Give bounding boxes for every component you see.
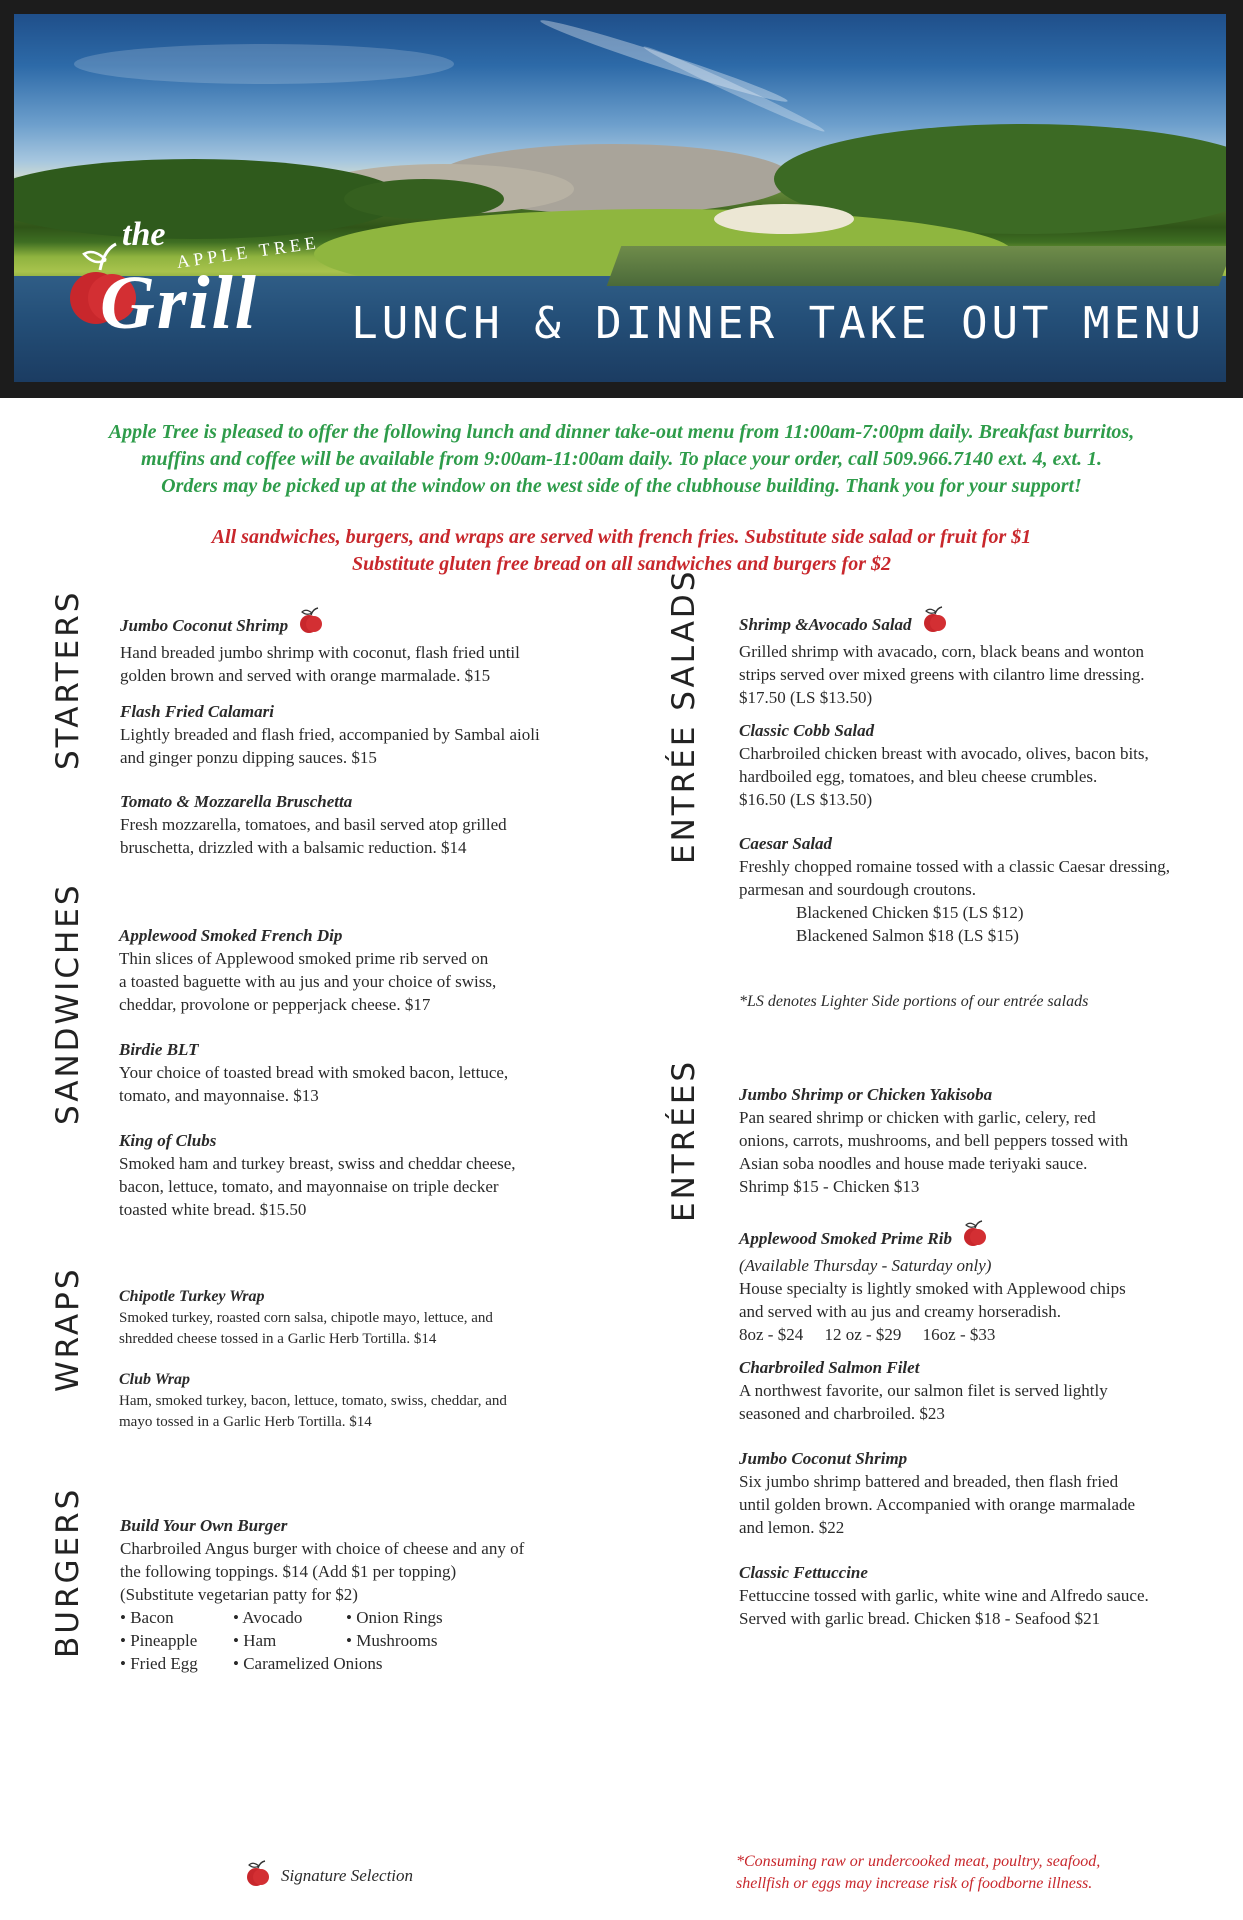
signature-legend: Signature Selection <box>281 1866 414 1885</box>
side-note-line: Substitute gluten free bread on all sandwiches and burgers for $2 <box>352 553 891 575</box>
item-name: Classic Fettuccine <box>739 1563 868 1582</box>
section-burgers: BURGERS <box>50 1486 86 1658</box>
item-desc: mayo tossed in a Garlic Herb Tortilla. $14 <box>119 1414 372 1430</box>
item-desc: and lemon. $22 <box>739 1518 845 1537</box>
warning-line: shellfish or eggs may increase risk of foodborne illness. <box>736 1875 1093 1892</box>
section-starters: STARTERS <box>50 589 86 770</box>
item-desc: a toasted baguette with au jus and your choice of swiss, <box>119 972 497 991</box>
item-desc: Charbroiled chicken breast with avocado, olives, bacon bits, <box>739 744 1149 763</box>
section-wraps: WRAPS <box>50 1266 86 1392</box>
intro-line: muffins and coffee will be available from 9:00am-11:00am daily. To place your order, call 509.966.7140 ext. 4, ext. 1. <box>140 448 1103 470</box>
item-desc: until golden brown. Accompanied with orange marmalade <box>739 1495 1136 1514</box>
item-desc: seasoned and charbroiled. $23 <box>739 1404 945 1423</box>
item-name: Flash Fried Calamari <box>120 702 274 721</box>
topping: • Avocado <box>233 1608 303 1627</box>
item-desc: 8oz - $24 12 oz - $29 16oz - $33 <box>739 1325 996 1344</box>
item-desc: Shrimp $15 - Chicken $13 <box>739 1177 920 1196</box>
item-desc: parmesan and sourdough croutons. <box>739 880 977 899</box>
logo-grill: Grill <box>100 261 258 345</box>
item-desc: $16.50 (LS $13.50) <box>739 790 873 809</box>
section-entrees: ENTRÉES <box>666 1058 702 1222</box>
item-desc: A northwest favorite, our salmon filet is served lightly <box>739 1381 1108 1400</box>
item-desc: Ham, smoked turkey, bacon, lettuce, tomato, swiss, cheddar, and <box>119 1393 507 1409</box>
side-note-line: All sandwiches, burgers, and wraps are served with french fries. Substitute side salad or fruit for $1 <box>211 526 1032 548</box>
apple-icon <box>298 607 324 641</box>
menu-item <box>739 719 1219 811</box>
item-name: Charbroiled Salmon Filet <box>739 1358 920 1377</box>
intro-text <box>40 419 1203 500</box>
item-desc: $17.50 (LS $13.50) <box>739 688 873 707</box>
item-desc: bruschetta, drizzled with a balsamic reduction. $14 <box>120 838 467 857</box>
item-desc: Charbroiled Angus burger with choice of cheese and any of <box>120 1539 525 1558</box>
apple-tree-grill-logo <box>64 216 354 360</box>
item-desc: and served with au jus and creamy horseradish. <box>739 1302 1061 1321</box>
item-desc: Blackened Chicken $15 (LS $12) <box>796 903 1024 922</box>
item-desc: Asian soba noodles and house made teriyaki sauce. <box>739 1154 1088 1173</box>
item-name: Jumbo Shrimp or Chicken Yakisoba <box>739 1085 993 1104</box>
item-desc: onions, carrots, mushrooms, and bell peppers tossed with <box>739 1131 1129 1150</box>
item-desc: hardboiled egg, tomatoes, and bleu cheese crumbles. <box>739 767 1098 786</box>
item-desc: cheddar, provolone or pepperjack cheese. $17 <box>119 995 431 1014</box>
menu-item <box>120 790 600 859</box>
item-name: Classic Cobb Salad <box>739 721 875 740</box>
item-desc: Freshly chopped romaine tossed with a classic Caesar dressing, <box>739 857 1171 876</box>
menu-item <box>119 1038 599 1107</box>
item-desc: Six jumbo shrimp battered and breaded, then flash fried <box>739 1472 1119 1491</box>
item-desc: Fettuccine tossed with garlic, white wine and Alfredo sauce. <box>739 1586 1149 1605</box>
item-desc: (Substitute vegetarian patty for $2) <box>120 1585 358 1604</box>
menu-item <box>120 1514 620 1675</box>
item-name: Applewood Smoked Prime Rib <box>739 1229 952 1248</box>
warning-line: *Consuming raw or undercooked meat, poultry, seafood, <box>736 1853 1101 1870</box>
section-sandwiches: SANDWICHES <box>50 882 86 1125</box>
topping: • Pineapple <box>120 1631 198 1650</box>
item-desc: toasted white bread. $15.50 <box>119 1200 307 1219</box>
item-desc: Thin slices of Applewood smoked prime rib served on <box>119 949 489 968</box>
item-desc: Your choice of toasted bread with smoked bacon, lettuce, <box>119 1063 509 1082</box>
item-name: Shrimp &Avocado Salad <box>739 615 912 634</box>
item-desc: Hand breaded jumbo shrimp with coconut, flash fried until <box>120 643 520 662</box>
topping: • Mushrooms <box>346 1631 438 1650</box>
menu-item <box>119 1129 599 1221</box>
item-desc: Blackened Salmon $18 (LS $15) <box>796 926 1019 945</box>
intro-line: Orders may be picked up at the window on the west side of the clubhouse building. Thank you for your support! <box>161 475 1082 497</box>
ls-note: *LS denotes Lighter Side portions of our entrée salads <box>739 993 1089 1010</box>
topping: • Bacon <box>120 1608 174 1627</box>
menu-item <box>120 700 600 769</box>
item-desc: the following toppings. $14 (Add $1 per topping) <box>120 1562 457 1581</box>
apple-icon <box>245 1860 271 1893</box>
item-desc: shredded cheese tossed in a Garlic Herb Tortilla. $14 <box>119 1331 437 1347</box>
item-desc: Grilled shrimp with avacado, corn, black beans and wonton <box>739 642 1145 661</box>
item-desc: Pan seared shrimp or chicken with garlic, celery, red <box>739 1108 1096 1127</box>
header-banner <box>0 0 1243 398</box>
menu-item <box>739 1356 1219 1425</box>
topping: • Onion Rings <box>346 1608 443 1627</box>
item-desc: strips served over mixed greens with cilantro lime dressing. <box>739 665 1145 684</box>
menu-item <box>119 1285 619 1350</box>
consumption-warning <box>736 1851 1156 1895</box>
side-note <box>40 524 1203 578</box>
menu-item <box>739 606 1219 709</box>
menu-item <box>739 1220 1219 1346</box>
item-name: Chipotle Turkey Wrap <box>119 1288 265 1305</box>
menu-item <box>119 924 599 1016</box>
item-name: Applewood Smoked French Dip <box>119 926 343 945</box>
topping: • Caramelized Onions <box>233 1654 383 1673</box>
logo-apple-tree: APPLE TREE <box>175 232 321 272</box>
item-availability: (Available Thursday - Saturday only) <box>739 1256 992 1275</box>
item-desc: bacon, lettuce, tomato, and mayonnaise on triple decker <box>119 1177 499 1196</box>
item-name: Tomato & Mozzarella Bruschetta <box>120 792 353 811</box>
intro-line: Apple Tree is pleased to offer the following lunch and dinner take-out menu from 11:00am-7:00pm daily. Breakfast burritos, <box>108 421 1135 443</box>
item-desc: tomato, and mayonnaise. $13 <box>119 1086 319 1105</box>
item-desc: Fresh mozzarella, tomatoes, and basil served atop grilled <box>120 815 507 834</box>
item-name: King of Clubs <box>119 1131 217 1150</box>
menu-item <box>119 1368 619 1433</box>
topping: • Ham <box>233 1631 277 1650</box>
item-name: Caesar Salad <box>739 834 833 853</box>
item-desc: Smoked ham and turkey breast, swiss and cheddar cheese, <box>119 1154 516 1173</box>
item-desc: golden brown and served with orange marmalade. $15 <box>120 666 491 685</box>
item-name: Birdie BLT <box>119 1040 199 1059</box>
apple-icon <box>922 606 948 640</box>
menu-item <box>739 1447 1219 1539</box>
section-entree-salads: ENTRÉE SALADS <box>666 568 702 864</box>
menu-item <box>120 607 580 687</box>
item-name: Jumbo Coconut Shrimp <box>739 1449 908 1468</box>
logo-the: the <box>122 216 166 253</box>
item-desc: Lightly breaded and flash fried, accompanied by Sambal aioli <box>120 725 540 744</box>
item-desc: and ginger ponzu dipping sauces. $15 <box>120 748 377 767</box>
toppings-list <box>120 1606 620 1675</box>
item-name: Jumbo Coconut Shrimp <box>120 616 289 635</box>
item-desc: Served with garlic bread. Chicken $18 - Seafood $21 <box>739 1609 1101 1628</box>
menu-item <box>739 1083 1219 1198</box>
item-name: Build Your Own Burger <box>120 1516 288 1535</box>
topping: • Fried Egg <box>120 1654 198 1673</box>
menu-title: LUNCH & DINNER TAKE OUT MENU <box>351 298 1205 349</box>
menu-item <box>739 832 1229 947</box>
item-desc: Smoked turkey, roasted corn salsa, chipotle mayo, lettuce, and <box>119 1310 493 1326</box>
apple-icon <box>962 1220 988 1254</box>
item-desc: House specialty is lightly smoked with Applewood chips <box>739 1279 1126 1298</box>
item-name: Club Wrap <box>119 1371 190 1388</box>
menu-item <box>739 1561 1219 1630</box>
